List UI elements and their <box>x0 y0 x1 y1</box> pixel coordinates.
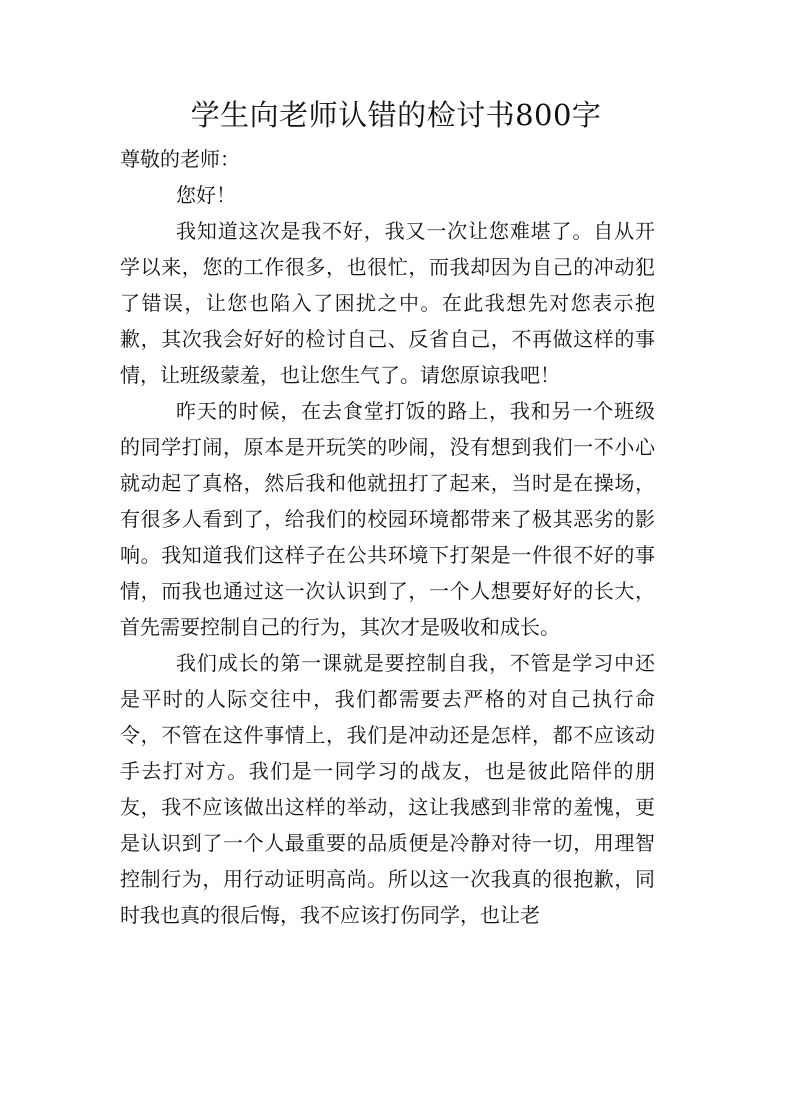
paragraph-apology: 我知道这次是我不好，我又一次让您难堪了。自从开学以来，您的工作很多，也很忙，而我却因为自己的冲动犯了错误，让您也陷入了困扰之中。在此我想先对您表示抱歉，其次我会好好的检讨自己、反省自己，不再做这样的事情，让班级蒙羞，也让您生气了。请您原谅我吧！ <box>120 219 655 387</box>
letter-body <box>120 141 655 933</box>
greeting: 您好！ <box>176 183 236 207</box>
salutation: 尊敬的老师： <box>120 147 240 171</box>
paragraph-incident: 昨天的时候，在去食堂打饭的路上，我和另一个班级的同学打闹，原本是开玩笑的吵闹，没有想到我们一不小心就动起了真格，然后我和他就扭打了起来，当时是在操场，有很多人看到了，给我们的校园环境都带来了极其恶劣的影响。我知道我们这样子在公共环境下打架是一件很不好的事情，而我也通过这一次认识到了，一个人想要好好的长大，首先需要控制自己的行为，其次才是吸收和成长。 <box>120 399 655 639</box>
paragraph-reflection: 我们成长的第一课就是要控制自我，不管是学习中还是平时的人际交往中，我们都需要去严格的对自己执行命令，不管在这件事情上，我们是冲动还是怎样，都不应该动手去打对方。我们是一同学习的战友，也是彼此陪伴的朋友，我不应该做出这样的举动，这让我感到非常的羞愧，更是认识到了一个人最重要的品质便是冷静对待一切，用理智控制行为，用行动证明高尚。所以这一次我真的很抱歉，同时我也真的很后悔，我不应该打伤同学，也让老 <box>120 651 655 927</box>
document-title: 学生向老师认错的检讨书800字 <box>190 98 602 132</box>
